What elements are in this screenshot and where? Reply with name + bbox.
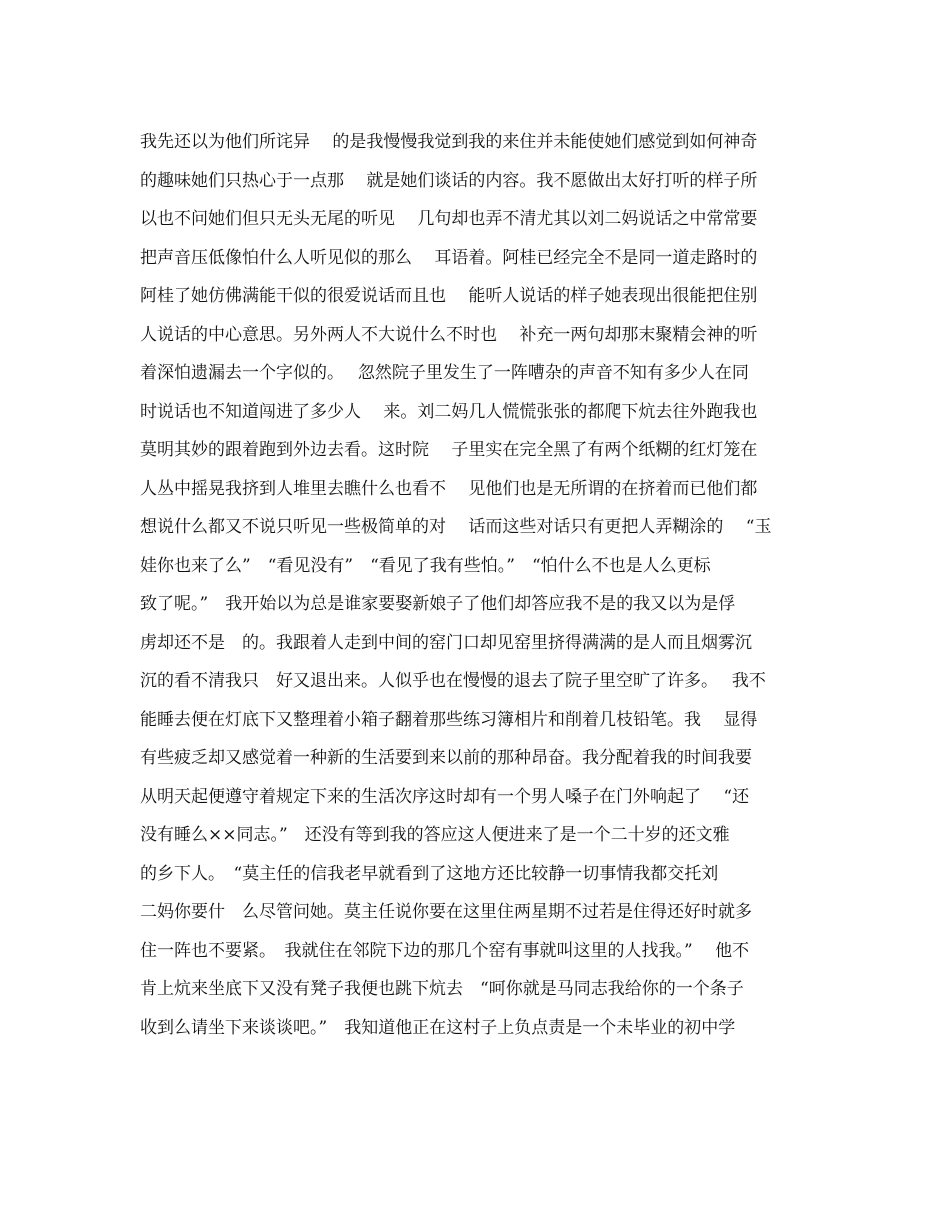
text-line: 把声音压低像怕什么人听见似的那么 耳语着。阿桂已经完全不是同一道走路时的 xyxy=(140,247,758,268)
text-line: 沉的看不清我只 好又退出来。人似乎也在慢慢的退去了院子里空旷了许多。 我不 xyxy=(140,671,766,691)
text-line: 二妈你要什 么尽管问她。莫主任说你要在这里住两星期不过若是住得还好时就多 xyxy=(140,902,752,922)
text-line: 虏却还不是 的。我跟着人走到中间的窑门口却见窑里挤得满满的是人而且烟雾沉 xyxy=(140,632,752,653)
text-line: 收到么请坐下来谈谈吧。” 我知道他正在这村子上负点责是一个未毕业的初中学 xyxy=(140,1017,736,1038)
text-line: 着深怕遗漏去一个字似的。 忽然院子里发生了一阵嘈杂的声音不知有多少人在同 xyxy=(140,363,749,383)
text-line: 想说什么都又不说只听见一些极简单的对 话而这些对话只有更把人弄糊涂的 “玉 xyxy=(140,517,772,537)
text-line: 人丛中摇晃我挤到人堆里去瞧什么也看不 见他们也是无所谓的在挤着而已他们都 xyxy=(140,478,758,499)
text-line: 人说话的中心意思。另外两人不大说什么不时也 补充一两句却那末聚精会神的听 xyxy=(140,324,758,345)
text-line: 住一阵也不要紧。 我就住在邻院下边的那几个窑有事就叫这里的人找我。” 他不 xyxy=(140,940,750,961)
text-line: 以也不问她们但只无头无尾的听见 几句却也弄不清尤其以刘二妈说话之中常常要 xyxy=(140,209,758,229)
text-line: 我先还以为他们所诧异 的是我慢慢我觉到我的来住并未能使她们感觉到如何神奇 xyxy=(140,132,758,152)
text-line: 能睡去便在灯底下又整理着小箱子翻着那些练习簿相片和削着几枝铅笔。我 显得 xyxy=(140,709,758,730)
text-line: 时说话也不知道闯进了多少人 来。刘二妈几人慌慌张张的都爬下炕去往外跑我也 xyxy=(140,401,758,422)
text-line: 莫明其妙的跟着跑到外边去看。这时院 子里实在完全黑了有两个纸糊的红灯笼在 xyxy=(140,440,758,460)
text-line: 的趣味她们只热心于一点那 就是她们谈话的内容。我不愿做出太好打听的样子所 xyxy=(140,170,758,191)
text-line: 没有睡么××同志。” 还没有等到我的答应这人便进来了是一个二十岁的还文雅 xyxy=(140,825,730,845)
text-line: 娃你也来了么” “看见没有” “看见了我有些怕。” “怕什么不也是人么更标 xyxy=(140,555,711,576)
text-line: 肯上炕来坐底下又没有凳子我便也跳下炕去 “呵你就是马同志我给你的一个条子 xyxy=(140,979,744,999)
text-line: 从明天起便遵守着规定下来的生活次序这时却有一个男人嗓子在门外响起了 “还 xyxy=(140,786,750,807)
body-text xyxy=(140,131,820,1055)
text-line: 有些疲乏却又感觉着一种新的生活要到来以前的那种昂奋。我分配着我的时间我要 xyxy=(140,748,752,768)
text-line: 的乡下人。 “莫主任的信我老早就看到了这地方还比较静一切事情我都交托刘 xyxy=(140,863,719,884)
text-line: 致了呢。” 我开始以为总是谁家要娶新娘子了他们却答应我不是的我又以为是俘 xyxy=(140,594,736,614)
text-line: 阿桂了她仿佛满能干似的很爱说话而且也 能听人说话的样子她表现出很能把住别 xyxy=(140,286,758,306)
